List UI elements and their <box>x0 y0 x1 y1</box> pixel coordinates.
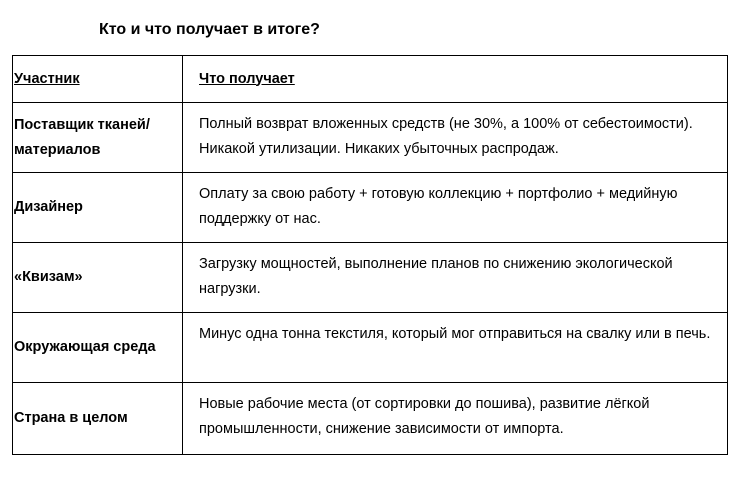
participant-cell: Страна в целом <box>13 383 183 455</box>
benefit-cell: Загрузку мощностей, выполнение планов по снижению экологической нагрузки. <box>183 243 728 313</box>
table-row <box>13 173 728 243</box>
benefit-cell: Новые рабочие места (от сортировки до пошива), развитие лёгкой промышленности, снижение зависимости от импорта. <box>183 383 728 455</box>
benefit-cell: Оплату за свою работу + готовую коллекцию + портфолио + медийную поддержку от нас. <box>183 173 728 243</box>
participant-cell: Окружающая среда <box>13 313 183 383</box>
column-header-participant: Участник <box>13 56 183 103</box>
participant-cell: Дизайнер <box>13 173 183 243</box>
benefits-table <box>12 55 728 455</box>
table-row <box>13 103 728 173</box>
participant-cell: «Квизам» <box>13 243 183 313</box>
table-header-row <box>13 56 728 103</box>
column-header-benefit: Что получает <box>183 56 728 103</box>
participant-cell: Поставщик тканей/материалов <box>13 103 183 173</box>
table-row <box>13 243 728 313</box>
benefit-cell: Полный возврат вложенных средств (не 30%, а 100% от себестоимости). Никакой утилизации. Никаких убыточных распродаж. <box>183 103 728 173</box>
document-title: Кто и что получает в итоге? <box>99 21 320 38</box>
table-row <box>13 313 728 383</box>
table-row <box>13 383 728 455</box>
benefit-cell: Минус одна тонна текстиля, который мог отправиться на свалку или в печь. <box>183 313 728 383</box>
